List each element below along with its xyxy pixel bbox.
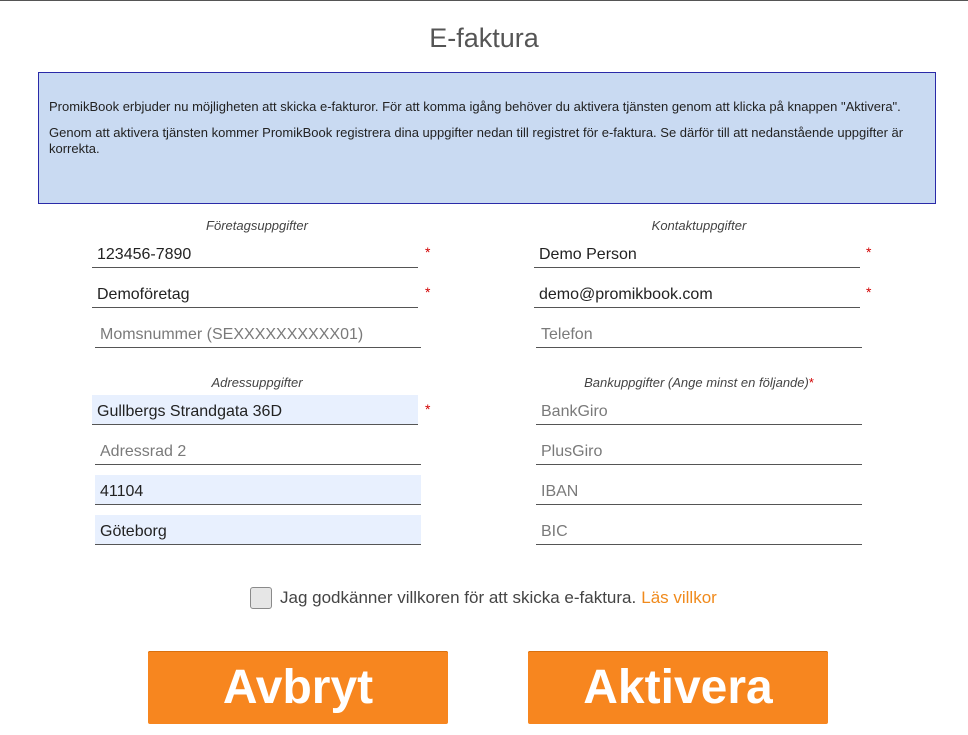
org-number-required-marker: * — [425, 244, 431, 260]
contact-person-required-marker: * — [866, 244, 872, 260]
company-name-required-marker: * — [425, 284, 431, 300]
zip-code-input[interactable] — [95, 475, 421, 505]
terms-text: Jag godkänner villkoren för att skicka e-faktura. — [280, 588, 637, 607]
org-number-input[interactable] — [92, 238, 418, 268]
company-section-label: Företagsuppgifter — [206, 218, 308, 233]
bank-required-marker: * — [808, 375, 814, 390]
address-section-label: Adressuppgifter — [211, 375, 303, 390]
company-name-input[interactable] — [92, 278, 418, 308]
info-box — [38, 72, 936, 204]
contact-section-label: Kontaktuppgifter — [651, 218, 747, 233]
address-line2-input[interactable] — [95, 435, 421, 465]
email-required-marker: * — [866, 284, 872, 300]
vat-number-input[interactable] — [95, 318, 421, 348]
bank-section-label — [536, 375, 862, 391]
terms-checkbox[interactable] — [250, 587, 272, 609]
bankgiro-input[interactable] — [536, 395, 862, 425]
plusgiro-input[interactable] — [536, 435, 862, 465]
phone-input[interactable] — [536, 318, 862, 348]
terms-row — [250, 586, 717, 610]
info-paragraph-2: Genom att aktivera tjänsten kommer PromikBook registrera dina uppgifter nedan till registret för e-faktura. Se därför till att nedanstående uppgifter är korrekta. — [49, 125, 904, 156]
bic-input[interactable] — [536, 515, 862, 545]
address-line1-input[interactable] — [92, 395, 418, 425]
activate-button[interactable]: Aktivera — [528, 651, 828, 724]
iban-input[interactable] — [536, 475, 862, 505]
info-paragraph-1: PromikBook erbjuder nu möjligheten att skicka e-fakturor. För att komma igång behöver du aktivera tjänsten genom att klicka på knappen "Aktivera". — [49, 99, 901, 114]
bank-section-label-text: Bankuppgifter (Ange minst en följande) — [584, 375, 809, 390]
address-line1-required-marker: * — [425, 401, 431, 417]
page-title: E-faktura — [429, 23, 539, 53]
contact-person-input[interactable] — [534, 238, 860, 268]
terms-link[interactable]: Läs villkor — [641, 588, 717, 607]
cancel-button[interactable]: Avbryt — [148, 651, 448, 724]
city-input[interactable] — [95, 515, 421, 545]
email-input[interactable] — [534, 278, 860, 308]
top-divider — [0, 0, 968, 1]
